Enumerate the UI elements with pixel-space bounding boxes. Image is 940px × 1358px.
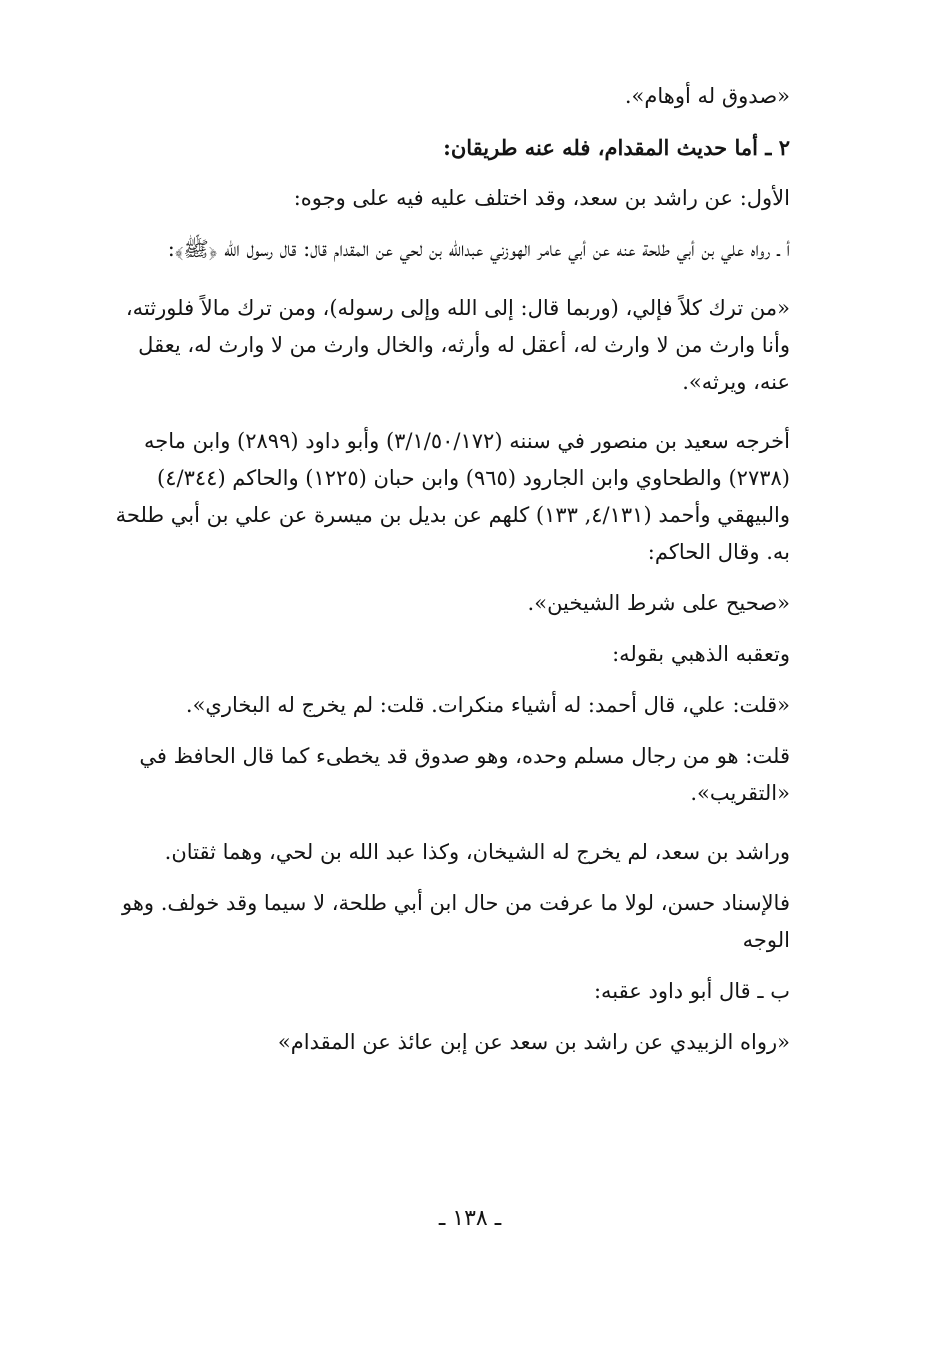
quote-dhahabi: «قلت: علي، قال أحمد: له أشياء منكرات. قلت: لم يخرج له البخاري».: [185, 693, 790, 717]
paragraph-rashid: وراشد بن سعد، لم يخرج له الشيخان، وكذا عبد الله بن لحي، وهما ثقتان.: [164, 840, 790, 864]
quote-zubaydi: «رواه الزبيدي عن راشد بن سعد عن إبن عائذ عن المقدام»: [277, 1030, 790, 1054]
quote-hakim: «صحيح على شرط الشيخين».: [527, 591, 790, 615]
page-number: ـ ١٣٨ ـ: [438, 1206, 502, 1231]
paragraph-isnad: فالإسناد حسن، لولا ما عرفت من حال ابن أبي طلحة، لا سيما وقد خولف. وهو الوجه: [121, 891, 790, 952]
section-heading-2: ٢ ـ أما حديث المقدام، فله عنه طريقان:: [443, 135, 790, 160]
paragraph-narration-a: أ ـ رواه علي بن أبي طلحة عنه عن أبي عامر الهوزني عبدالله بن لحي عن المقدام قال: قال رسول الله ﴿ﷺ﴾:: [167, 237, 790, 261]
paragraph-author-comment: قلت: هو من رجال مسلم وحده، وهو صدوق قد يخطىء كما قال الحافظ في «التقريب».: [139, 744, 790, 805]
quote-line-1: «صدوق له أوهام».: [624, 84, 790, 108]
paragraph-dhahabi-intro: وتعقبه الذهبي بقوله:: [612, 642, 790, 666]
paragraph-first-route: الأول: عن راشد بن سعد، وقد اختلف عليه فيه على وجوه:: [293, 186, 790, 210]
paragraph-narration-b: ب ـ قال أبو داود عقبه:: [593, 979, 790, 1003]
page-body: [100, 78, 790, 1278]
paragraph-takhrij: أخرجه سعيد بن منصور في سننه (٣/١/٥٠/١٧٢) وأبو داود (٢٨٩٩) وابن ماجه (٢٧٣٨) والطحاوي وابن الجارود (٩٦٥) وابن حبان (١٢٢٥) والحاكم (٤/٣٤٤) والبيهقي وأحمد (٤/١٣١, ١٣٣) كلهم عن بديل بن ميسرة عن علي بن أبي طلحة به. وقال الحاكم:: [115, 429, 790, 564]
hadith-quote: «من ترك كلاً فإلي، (وربما قال: إلى الله وإلى رسوله)، ومن ترك مالاً فلورثته، وأنا وارث من لا وارث له، أعقل له وأرثه، والخال وارث من لا وارث له، يعقل عنه، ويرثه».: [125, 296, 790, 394]
